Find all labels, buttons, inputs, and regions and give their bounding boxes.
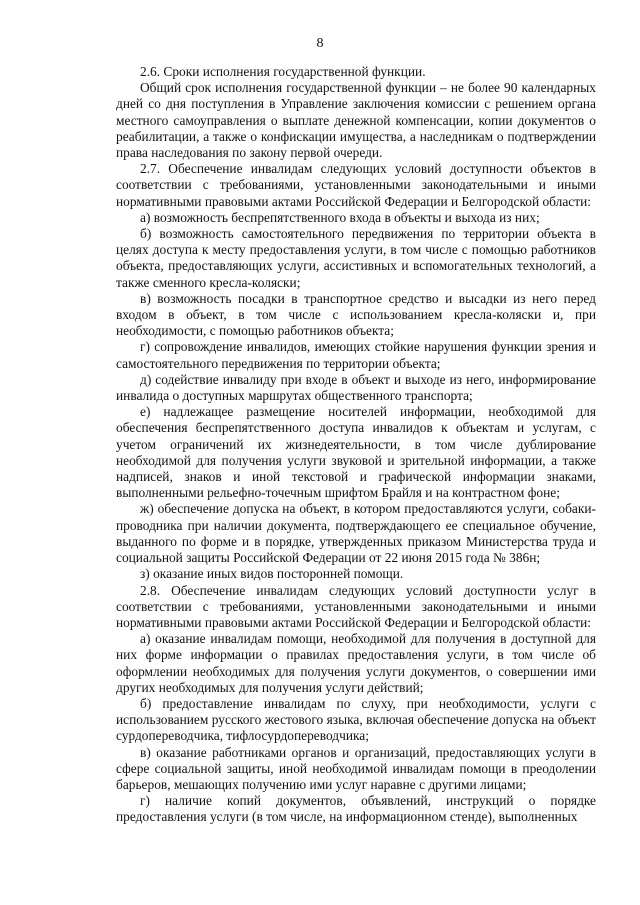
list-item-2-7-zh: ж) обеспечение допуска на объект, в котором предоставляются услуги, собаки-проводника при наличии документа, подтверждающего ее специальное обучение, выданного по форме и в порядке, утвержденных приказом Министерства труда и социальной защиты Российской Федерации от 22 июня 2015 года № 386н;: [116, 501, 596, 566]
section-2-6-heading: 2.6. Сроки исполнения государственной функции.: [140, 64, 426, 79]
list-item-2-8-b: б) предоставление инвалидам по слуху, при необходимости, услуги с использованием русского жестового языка, включая обеспечение допуска на объект сурдопереводчика, тифлосурдопереводчика;: [116, 695, 596, 744]
list-item-2-7-e: е) надлежащее размещение носителей информации, необходимой для обеспечения беспрепятственного доступа инвалидов к объектам и услугам, с учетом ограничений их жизнедеятельности, в том числе дублирование необходимой для получения услуги звуковой и зрительной информации, а также надписей, знаков и иной текстовой и графической информации знаками, выполненными рельефно-точечным шрифтом Брайля и на контрастном фоне;: [116, 404, 596, 501]
paragraph-general-term: Общий срок исполнения государственной функции – не более 90 календарных дней со дня поступления в Управление заключения комиссии с решением органа местного самоуправления о выплате денежной компенсации, копии документов о реабилитации, а также о конфискации имущества, а наследникам о подтверждении права наследования по закону первой очереди.: [116, 80, 596, 161]
section-2-7-intro: 2.7. Обеспечение инвалидам следующих условий доступности объектов в соответствии с требованиями, установленными законодательными и иными нормативными правовыми актами Российской Федерации и Белгородской области:: [116, 161, 596, 209]
list-item-2-7-v: в) возможность посадки в транспортное средство и высадки из него перед входом в объект, в том числе с использованием кресла-коляски и, при необходимости, с помощью работников объекта;: [116, 290, 596, 339]
page-number: 8: [316, 36, 324, 51]
list-item-2-7-g: г) сопровождение инвалидов, имеющих стойкие нарушения функции зрения и самостоятельного передвижения по территории объекта;: [116, 339, 596, 371]
list-item-2-7-z: з) оказание иных видов посторонней помощи.: [140, 566, 404, 582]
section-2-8-intro: 2.8. Обеспечение инвалидам следующих условий доступности услуг в соответствии с требованиями, установленными законодательными и иными нормативными правовыми актами Российской Федерации и Белгородской области:: [116, 582, 596, 630]
list-item-2-7-a: а) возможность беспрепятственного входа в объекты и выхода из них;: [140, 209, 540, 225]
list-item-2-8-v: в) оказание работниками органов и организаций, предоставляющих услуги в сфере социальной защиты, иной необходимой инвалидам помощи в преодолении барьеров, мешающих получению ими услуг наравне с другими лицами;: [116, 744, 596, 792]
list-item-2-8-g: г) наличие копий документов, объявлений, инструкций о порядке предоставления услуги (в том числе, на информационном стенде), выполненных: [116, 793, 596, 825]
list-item-2-7-b: б) возможность самостоятельного передвижения по территории объекта в целях доступа к месту предоставления услуги, в том числе с помощью работников объекта, предоставляющих услуги, ассистивных и вспомогательных технологий, а также сменного кресла-коляски;: [116, 226, 596, 290]
document-body: [116, 64, 596, 826]
list-item-2-8-a: а) оказание инвалидам помощи, необходимой для получения в доступной для них форме информации о правилах предоставления услуги, в том числе об оформлении необходимых для получения услуги документов, о совершении ими других необходимых для получения услуги действий;: [116, 631, 596, 695]
list-item-2-7-d: д) содействие инвалиду при входе в объект и выходе из него, информирование инвалида о доступных маршрутах общественного транспорта;: [116, 371, 596, 404]
